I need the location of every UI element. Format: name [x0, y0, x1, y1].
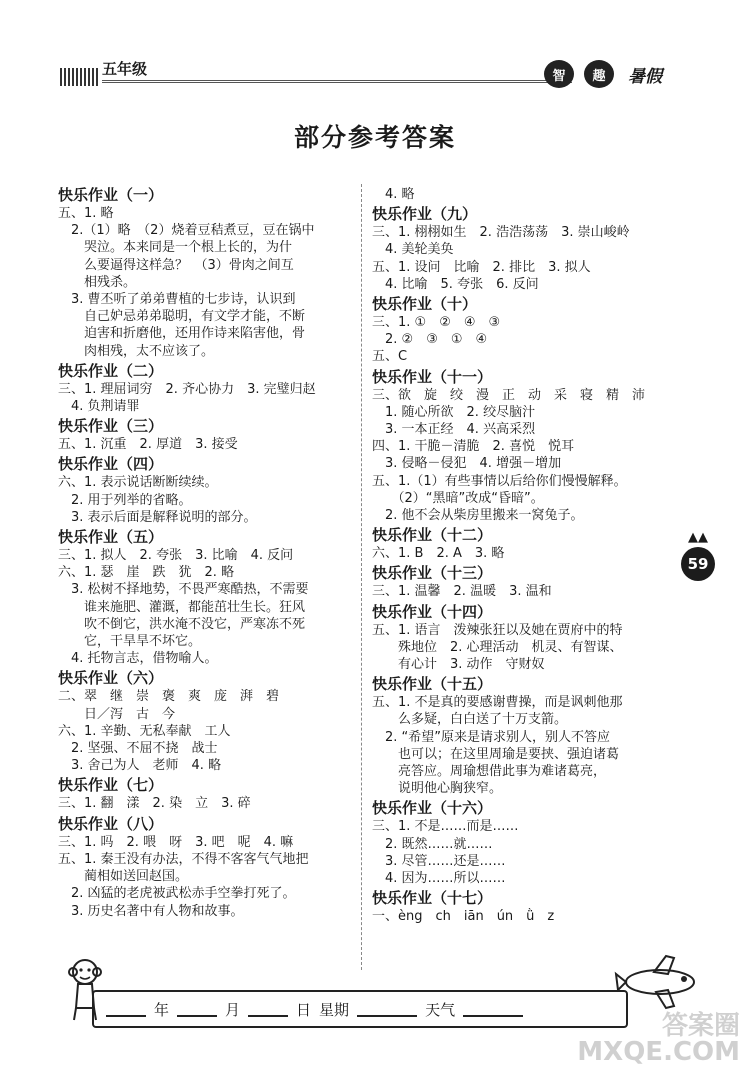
answer-section: [372, 295, 664, 366]
answer-line: 一、èng ch iān ún ǜ z: [372, 909, 555, 925]
answer-line: 哭泣。本来同是一个根上长的，为什: [58, 240, 293, 256]
answer-section: [58, 528, 356, 667]
watermark-url: MXQE.COM: [577, 1037, 740, 1067]
section-heading: 快乐作业（七）: [58, 776, 164, 795]
month-blank[interactable]: [177, 1001, 217, 1017]
answer-line: 五、C: [372, 349, 408, 365]
section-heading: 快乐作业（六）: [58, 669, 164, 688]
series-logo: [540, 54, 680, 98]
answer-line: 五、1.（1）有些事情以后给你们慢慢解释。: [372, 473, 627, 489]
answer-section: [58, 669, 356, 774]
answer-line: 2. 坚强、不屈不挠 战士: [58, 741, 218, 757]
left-answer-column: [58, 184, 356, 920]
answer-line: 3. 侵略－侵犯 4. 增强－增加: [372, 456, 562, 472]
answer-line: 吹不倒它，洪水淹不没它，严寒冻不死: [58, 616, 306, 632]
answer-line: 迫害和折磨他，还用作诗来陷害他，骨: [58, 326, 306, 342]
answer-line: 4. 因为……所以……: [372, 871, 506, 887]
answer-line: 2. 他不会从柴房里搬来一窝兔子。: [372, 508, 584, 524]
logo-badge-2: 趣: [584, 60, 614, 88]
weekday-blank[interactable]: [357, 1001, 417, 1017]
day-label: 日: [296, 1000, 312, 1019]
answer-line: 亮答应。周瑜想借此事为难诸葛亮，: [372, 764, 607, 780]
answer-section: [58, 815, 356, 920]
section-heading: 快乐作业（二）: [58, 361, 164, 380]
answer-line: 4. 比喻 5. 夸张 6. 反问: [372, 276, 539, 292]
answer-section: [58, 776, 356, 812]
weather-blank[interactable]: [463, 1001, 523, 1017]
answer-line: 三、欲 旋 绞 漫 正 动 采 寝 精 沛: [372, 387, 646, 403]
page-header: [58, 56, 678, 96]
answer-line: 3. 松树不择地势，不畏严寒酷热，不需要: [58, 582, 309, 598]
answer-line: 六、1. B 2. A 3. 略: [372, 546, 505, 562]
section-heading: 快乐作业（五）: [58, 528, 164, 547]
answer-line: 六、1. 辛勤、无私奉献 工人: [58, 723, 231, 739]
answer-line: 六、1. 瑟 崖 跌 犹 2. 略: [58, 565, 235, 581]
answer-line: 3. 表示后面是解释说明的部分。: [58, 509, 257, 525]
answer-section: [372, 603, 664, 674]
answer-line: 三、1. 不是……而是……: [372, 819, 519, 835]
answer-line: 3. 曹丕听了弟弟曹植的七步诗，认识到: [58, 292, 296, 308]
answer-line: 2. 凶猛的老虎被武松赤手空拳打死了。: [58, 886, 296, 902]
section-heading: 快乐作业（十六）: [372, 799, 493, 818]
answer-line: 四、1. 干脆－清脆 2. 喜悦 悦耳: [372, 439, 575, 455]
answer-line: 相残杀。: [58, 274, 137, 290]
year-blank[interactable]: [106, 1001, 146, 1017]
answer-line: 4. 负荆请罪: [58, 399, 140, 415]
answer-line: 蔺相如送回赵国。: [58, 869, 189, 885]
answer-line: 五、1. 秦王没有办法，不得不客客气气地把: [58, 851, 309, 867]
triangle-icon: ▲▲: [688, 530, 708, 545]
section-heading: 快乐作业（四）: [58, 455, 164, 474]
answer-section: [58, 455, 356, 526]
answer-line: （2）“黑暗”改成“昏暗”。: [372, 490, 544, 506]
section-heading: 快乐作业（十）: [372, 295, 478, 314]
answer-line: 三、1. 理屈词穷 2. 齐心协力 3. 完璧归赵: [58, 381, 316, 397]
answer-section: [372, 205, 664, 293]
answer-line: 五、1. 沉重 2. 厚道 3. 接受: [58, 437, 238, 453]
weather-label: 天气: [425, 1000, 456, 1019]
answer-line: 4. 托物言志，借物喻人。: [58, 651, 218, 667]
right-answer-column: [372, 184, 664, 926]
answer-line: 五、1. 语言 泼辣张狂以及她在贾府中的特: [372, 622, 623, 638]
answer-section: [372, 564, 664, 600]
section-heading: 快乐作业（三）: [58, 417, 164, 436]
answer-section: [372, 186, 664, 203]
answer-line: 日／泻 古 今: [58, 706, 176, 722]
answer-section: [372, 889, 664, 925]
watermark-logo-text: 答案圈: [661, 1011, 740, 1041]
page-title: 部分参考答案: [293, 123, 456, 152]
answer-line: 三、1. 翻 漾 2. 染 立 3. 碎: [58, 796, 251, 812]
year-label: 年: [154, 1000, 170, 1019]
section-heading: 快乐作业（十二）: [372, 526, 493, 545]
answer-line: 三、1. 温馨 2. 温暖 3. 温和: [372, 584, 552, 600]
column-divider: [361, 184, 362, 970]
answer-line: 2. 既然……就……: [372, 836, 493, 852]
day-blank[interactable]: [248, 1001, 288, 1017]
answer-section: [58, 362, 356, 415]
logo-suffix: 暑假: [628, 67, 662, 87]
answer-section: [58, 417, 356, 453]
answer-line: 4. 美轮美奂: [372, 242, 454, 258]
diary-bar: [92, 990, 628, 1028]
section-heading: 快乐作业（八）: [58, 814, 164, 833]
page-number-marker: [678, 532, 718, 581]
answer-line: 说明他心胸狭窄。: [372, 781, 503, 797]
section-heading: 快乐作业（十一）: [372, 367, 493, 386]
answer-line: 肉相残，太不应该了。: [58, 343, 215, 359]
answer-line: 2.（1）略 （2）烧着豆秸煮豆，豆在锅中: [58, 223, 315, 239]
answer-line: 4. 略: [372, 187, 415, 202]
answer-line: 三、1. ① ② ④ ③: [372, 315, 501, 331]
answer-line: 五、1. 略: [58, 206, 114, 221]
section-heading: 快乐作业（一）: [58, 186, 164, 204]
watermark: [577, 1013, 740, 1065]
page-number: 59: [681, 547, 715, 581]
answer-section: [372, 675, 664, 797]
logo-badge-1: 智: [544, 60, 574, 88]
section-heading: 快乐作业（十五）: [372, 675, 493, 694]
answer-line: 自己妒忌弟弟聪明，有文学才能，不断: [58, 309, 306, 325]
grade-label: 五年级: [102, 60, 148, 78]
answer-line: 2. “希望”原来是请求别人，别人不答应: [372, 729, 611, 745]
answer-section: [372, 799, 664, 887]
answer-line: 二、翠 继 崇 褒 爽 庞 湃 碧: [58, 689, 280, 705]
answer-section: [372, 526, 664, 562]
month-label: 月: [225, 1000, 241, 1019]
answer-line: 2. ② ③ ① ④: [372, 332, 488, 348]
airplane-icon: [614, 952, 704, 1012]
section-heading: 快乐作业（九）: [372, 205, 478, 224]
answer-line: 三、1. 拟人 2. 夸张 3. 比喻 4. 反问: [58, 548, 294, 564]
answer-line: 六、1. 表示说话断断续续。: [58, 475, 218, 491]
answer-line: 3. 舍己为人 老师 4. 略: [58, 758, 222, 774]
answer-line: 2. 用于列举的省略。: [58, 492, 192, 508]
section-heading: 快乐作业（十四）: [372, 602, 493, 621]
answer-line: 殊地位 2. 心理活动 机灵、有智谋、: [372, 639, 623, 655]
answer-line: 3. 一本正经 4. 兴高采烈: [372, 422, 536, 438]
answer-section: [372, 368, 664, 525]
section-heading: 快乐作业（十三）: [372, 564, 493, 583]
answer-line: 三、1. 栩栩如生 2. 浩浩荡荡 3. 崇山峻岭: [372, 225, 630, 241]
answer-line: 么多疑，白白送了十万支箭。: [372, 712, 568, 728]
weekday-label: 星期: [319, 1000, 350, 1019]
answer-line: 五、1. 设问 比喻 2. 排比 3. 拟人: [372, 259, 591, 275]
answer-line: 有心计 3. 动作 守财奴: [372, 657, 545, 673]
answer-line: 3. 历史名著中有人物和故事。: [58, 903, 244, 919]
answer-line: 五、1. 不是真的要感谢曹操，而是讽刺他那: [372, 695, 623, 711]
answer-line: 3. 尽管……还是……: [372, 853, 506, 869]
answer-line: 三、1. 吗 2. 喂 呀 3. 吧 呢 4. 嘛: [58, 834, 294, 850]
header-stripes: [60, 68, 98, 86]
answer-line: 它，干旱旱不坏它。: [58, 634, 202, 650]
header-rule: [102, 80, 572, 83]
answer-line: 么要逼得这样急？ （3）骨肉之间互: [58, 257, 294, 273]
answer-section: [58, 186, 356, 360]
section-heading: 快乐作业（十七）: [372, 889, 493, 908]
answer-line: 也可以；在这里周瑜是要挟、强迫诸葛: [372, 746, 620, 762]
answer-line: 谁来施肥、灌溉，都能茁壮生长。狂风: [58, 599, 306, 615]
answer-line: 1. 随心所欲 2. 绞尽脑汁: [372, 404, 536, 420]
